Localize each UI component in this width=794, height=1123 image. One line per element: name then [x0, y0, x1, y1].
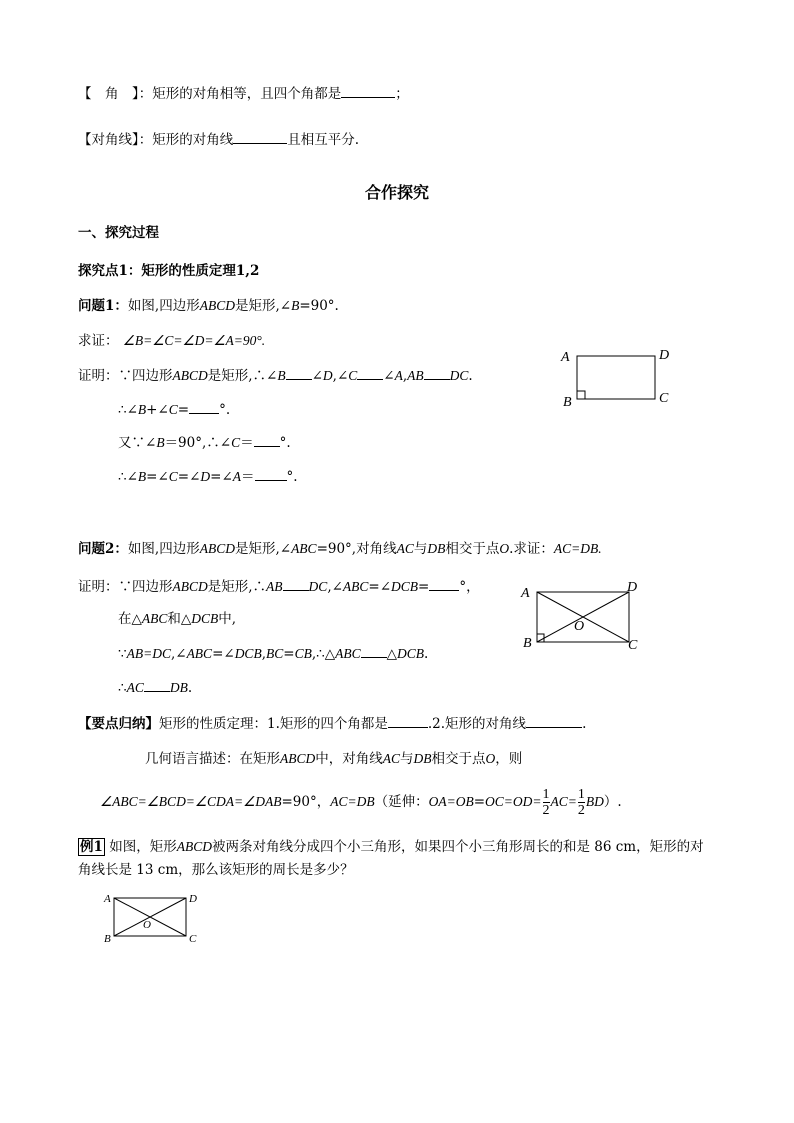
angle-property: 【 角 】：矩形的对角相等，且四个角都是 ；: [78, 86, 409, 102]
problem1-proof-line3: 又∵∠B＝90°,∴∠C＝ °.: [118, 435, 291, 451]
section-title: 合作探究: [364, 183, 429, 202]
example1-line1: 例1 如图，矩形ABCD被两条对角线分成四个小三角形，如果四个小三角形周长的和是 86 cm，矩形的对: [80, 839, 704, 855]
rectangle-figure-2: [515, 578, 650, 653]
problem1-proof-line1: 证明：∵四边形ABCD是矩形,∴∠B ∠D,∠C ∠A,AB DC.: [78, 368, 473, 384]
vertex-b-label: B: [563, 395, 572, 410]
diagonal-label: 【对角线】: [78, 132, 139, 148]
rectangle-shape: [577, 356, 655, 399]
answer-blank[interactable]: [286, 366, 312, 380]
problem2-proof-line1: 证明：∵四边形ABCD是矩形,∴AB DC,∠ABC=∠DCB= °，: [78, 579, 480, 595]
center-o-label: O: [574, 619, 585, 634]
vertex-b-label: B: [104, 933, 111, 945]
answer-blank[interactable]: [254, 433, 280, 447]
answer-blank[interactable]: [388, 714, 428, 728]
answer-blank[interactable]: [189, 400, 219, 414]
diagonal-property: 【对角线】：矩形的对角线 且相互平分.: [78, 132, 360, 148]
answer-blank[interactable]: [357, 366, 383, 380]
geometric-description: 几何语言描述：在矩形ABCD中，对角线AC与DB相交于点O，则: [145, 751, 523, 767]
rectangle-figure-3: [100, 890, 210, 950]
answer-blank[interactable]: [283, 577, 309, 591]
example1-line2: 角线长是 13 cm，那么该矩形的周长是多少？: [78, 862, 354, 878]
problem2-proof-line4: ∴AC DB.: [118, 680, 193, 696]
vertex-d-label: D: [659, 348, 670, 363]
vertex-d-label: D: [189, 893, 197, 905]
problem1-statement: 问题1：如图,四边形ABCD是矩形,∠B=90°.: [78, 298, 339, 314]
example-label: 例1: [80, 839, 103, 855]
answer-blank[interactable]: [255, 467, 287, 481]
geometric-formula: ∠ABC=∠BCD=∠CDA=∠DAB=90°，AC=DB（延伸：OA=OB=OC=OD= $\frac{1}{2}$ AC= $\frac{1}{2}$ BD）.: [100, 787, 622, 818]
answer-blank[interactable]: [233, 130, 287, 144]
vertex-a-label: A: [561, 350, 570, 365]
fraction-one-half: $\frac{1}{2}$: [542, 787, 550, 818]
answer-blank[interactable]: [424, 366, 450, 380]
vertex-a-label: A: [104, 893, 111, 905]
problem1-proof-line2: ∴∠B+∠C= °.: [118, 402, 231, 418]
right-angle-mark: [577, 391, 585, 399]
problem1-prove: 求证： ∠B=∠C=∠D=∠A=90°.: [78, 333, 266, 349]
answer-blank[interactable]: [526, 714, 582, 728]
part-heading: 一、探究过程: [78, 225, 159, 241]
answer-blank[interactable]: [429, 577, 459, 591]
problem1-proof-line4: ∴∠B=∠C=∠D=∠A＝ °.: [118, 469, 298, 485]
problem2-statement: 问题2：如图,四边形ABCD是矩形,∠ABC=90°,对角线AC与DB相交于点O.求证：AC=DB.: [78, 541, 602, 557]
vertex-d-label: D: [627, 580, 638, 595]
rectangle-figure-1: [555, 345, 685, 410]
problem2-proof-line3: ∵AB=DC,∠ABC=∠DCB,BC=CB,∴△ABC △DCB.: [118, 646, 429, 662]
center-o-label: O: [143, 919, 151, 931]
answer-blank[interactable]: [361, 644, 387, 658]
answer-blank[interactable]: [341, 84, 395, 98]
key-points: 【要点归纳】矩形的性质定理：1.矩形的四个角都是 .2.矩形的对角线 .: [78, 716, 587, 732]
vertex-c-label: C: [189, 933, 197, 945]
answer-blank[interactable]: [144, 678, 170, 692]
vertex-c-label: C: [628, 638, 638, 653]
point-heading: 探究点1：矩形的性质定理1,2: [78, 263, 260, 279]
problem2-proof-line2: 在△ABC和△DCB中,: [118, 611, 237, 627]
right-angle-mark: [537, 634, 544, 642]
fraction-one-half: $\frac{1}{2}$: [577, 787, 585, 818]
key-points-label: 【要点归纳】: [78, 716, 159, 732]
vertex-c-label: C: [659, 391, 669, 406]
angle-label: 【 角 】: [78, 86, 139, 102]
vertex-b-label: B: [523, 636, 532, 651]
vertex-a-label: A: [521, 586, 530, 601]
